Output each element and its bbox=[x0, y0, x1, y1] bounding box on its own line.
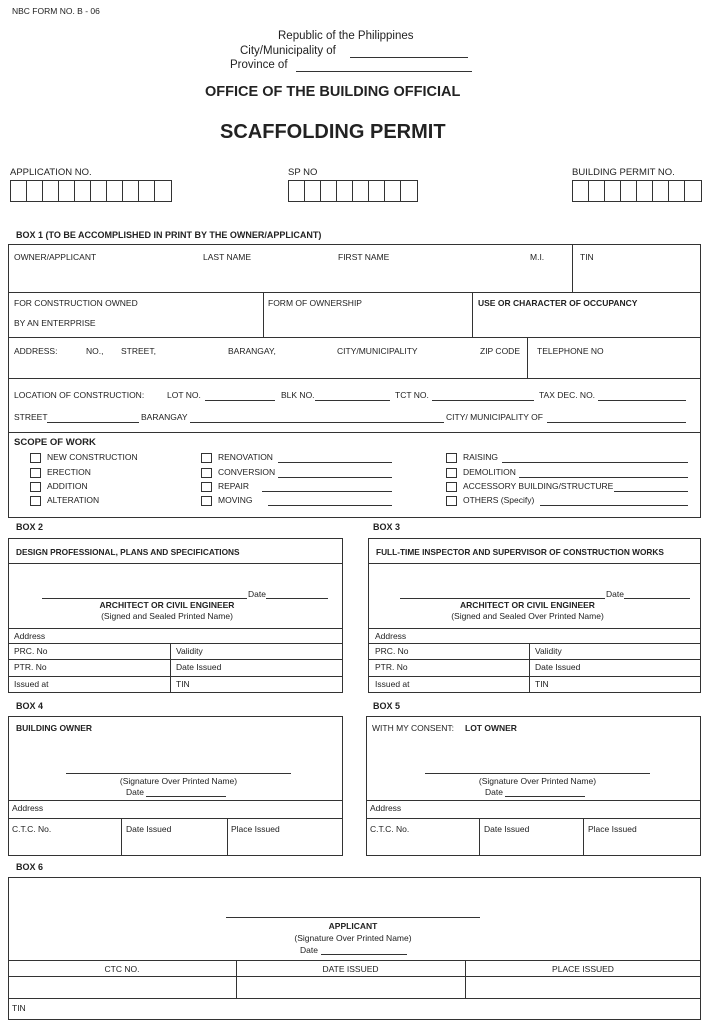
telephone-label: TELEPHONE NO bbox=[537, 346, 604, 356]
address-street-label: STREET, bbox=[121, 346, 156, 356]
box6-date-label: Date bbox=[300, 945, 318, 955]
republic-line: Republic of the Philippines bbox=[278, 30, 414, 42]
tax-dec-no-label: TAX DEC. NO. bbox=[539, 390, 596, 400]
owner-applicant-label: OWNER/APPLICANT bbox=[14, 252, 97, 262]
box3-date-field[interactable] bbox=[624, 598, 690, 599]
blk-no-label: BLK NO. bbox=[281, 390, 315, 400]
scope-addition[interactable]: ADDITION bbox=[30, 481, 88, 492]
box4-place-issued-label: Place Issued bbox=[231, 824, 280, 834]
box3-role: ARCHITECT OR CIVIL ENGINEER bbox=[460, 600, 595, 610]
box6-signature-line[interactable] bbox=[226, 917, 480, 918]
box2-date-issued-label: Date Issued bbox=[176, 662, 222, 672]
scope-raising[interactable]: RAISING bbox=[446, 452, 498, 463]
location-street-field[interactable] bbox=[47, 422, 139, 423]
last-name-label: LAST NAME bbox=[203, 252, 252, 262]
scope-conversion[interactable]: CONVERSION bbox=[201, 467, 275, 478]
box3-title: FULL-TIME INSPECTOR AND SUPERVISOR OF CONSTRUCTION WORKS bbox=[376, 547, 664, 557]
box4-address-label: Address bbox=[12, 803, 44, 813]
construction-owned-label: FOR CONSTRUCTION OWNED bbox=[14, 298, 138, 308]
box2-address-label: Address bbox=[14, 631, 46, 641]
address-no-label: NO., bbox=[86, 346, 104, 356]
box4 bbox=[8, 716, 343, 856]
box2-signature-line[interactable] bbox=[42, 598, 247, 599]
tax-dec-no-field[interactable] bbox=[598, 400, 686, 401]
box4-date-label: Date bbox=[126, 787, 144, 797]
mi-label: M.I. bbox=[530, 252, 545, 262]
box4-title: BUILDING OWNER bbox=[16, 723, 93, 733]
lot-no-label: LOT NO. bbox=[167, 390, 201, 400]
box3-signed-note: (Signed and Sealed Over Printed Name) bbox=[451, 611, 604, 621]
box6-tin-label: TIN bbox=[12, 1003, 26, 1013]
page-title: SCAFFOLDING PERMIT bbox=[220, 121, 446, 143]
form-number: NBC FORM NO. B - 06 bbox=[12, 6, 100, 16]
scope-accessory-building[interactable]: ACCESSORY BUILDING/STRUCTURE bbox=[446, 481, 613, 492]
address-label: ADDRESS: bbox=[14, 346, 58, 356]
box2-tin-label: TIN bbox=[176, 679, 190, 689]
sp-no-label: SP NO bbox=[288, 167, 318, 178]
scope-new-construction[interactable]: NEW CONSTRUCTION bbox=[30, 452, 138, 463]
scope-erection[interactable]: ERECTION bbox=[30, 467, 91, 478]
address-barangay-label: BARANGAY, bbox=[228, 346, 276, 356]
box4-signature-note: (Signature Over Printed Name) bbox=[119, 776, 238, 786]
box2-issued-at-label: Issued at bbox=[14, 679, 49, 689]
box3-issued-at-label: Issued at bbox=[375, 679, 410, 689]
box6-place-issued-label: PLACE ISSUED bbox=[552, 964, 614, 974]
building-permit-no-label: BUILDING PERMIT NO. bbox=[572, 167, 675, 178]
location-barangay-field[interactable] bbox=[190, 422, 444, 423]
box5-date-issued-label: Date Issued bbox=[484, 824, 530, 834]
box5-date-field[interactable] bbox=[505, 796, 585, 797]
box5-signature-note: (Signature Over Printed Name) bbox=[478, 776, 597, 786]
box4-signature-line[interactable] bbox=[66, 773, 291, 774]
box5-place-issued-label: Place Issued bbox=[588, 824, 637, 834]
by-enterprise-label: BY AN ENTERPRISE bbox=[14, 318, 96, 328]
scope-repair[interactable]: REPAIR bbox=[201, 481, 249, 492]
box3-label: BOX 3 bbox=[373, 522, 401, 532]
location-street-label: STREET bbox=[14, 412, 48, 422]
box3-validity-label: Validity bbox=[535, 646, 562, 656]
office-title: OFFICE OF THE BUILDING OFFICIAL bbox=[205, 84, 461, 100]
box2-date-field[interactable] bbox=[266, 598, 328, 599]
scope-others[interactable]: OTHERS (Specify) bbox=[446, 495, 534, 506]
box2-ptr-label: PTR. No bbox=[14, 662, 47, 672]
box2-validity-label: Validity bbox=[176, 646, 203, 656]
box2-signed-note: (Signed and Sealed Printed Name) bbox=[101, 611, 233, 621]
box3-tin-label: TIN bbox=[535, 679, 549, 689]
application-no-label: APPLICATION NO. bbox=[10, 167, 92, 178]
box1-title: BOX 1 (TO BE ACCOMPLISHED IN PRINT BY THE OWNER/APPLICANT) bbox=[16, 230, 322, 240]
box4-label: BOX 4 bbox=[16, 701, 44, 711]
blk-no-field[interactable] bbox=[315, 400, 390, 401]
box5-consent-label: WITH MY CONSENT: bbox=[372, 723, 455, 733]
box6-signature-note: (Signature Over Printed Name) bbox=[294, 933, 412, 943]
box2-date-label: Date bbox=[248, 589, 266, 599]
address-city-label: CITY/MUNICIPALITY bbox=[337, 346, 418, 356]
location-city-field[interactable] bbox=[547, 422, 686, 423]
form-of-ownership-label: FORM OF OWNERSHIP bbox=[268, 298, 362, 308]
box3-date-issued-label: Date Issued bbox=[535, 662, 581, 672]
box3-date-label: Date bbox=[606, 589, 624, 599]
box6-date-issued-label: DATE ISSUED bbox=[322, 964, 379, 974]
scope-alteration[interactable]: ALTERATION bbox=[30, 495, 99, 506]
box4-date-issued-label: Date Issued bbox=[126, 824, 172, 834]
box3-signature-line[interactable] bbox=[400, 598, 605, 599]
location-city-label: CITY/ MUNICIPALITY OF bbox=[446, 412, 543, 422]
use-character-label: USE OR CHARACTER OF OCCUPANCY bbox=[478, 298, 638, 308]
box2-title: DESIGN PROFESSIONAL, PLANS AND SPECIFICATIONS bbox=[16, 547, 240, 557]
sp-no-field[interactable] bbox=[288, 180, 418, 202]
scope-demolition[interactable]: DEMOLITION bbox=[446, 467, 516, 478]
province-field[interactable] bbox=[296, 71, 472, 72]
tin-label: TIN bbox=[580, 252, 594, 262]
scope-moving[interactable]: MOVING bbox=[201, 495, 252, 506]
box3-prc-label: PRC. No bbox=[375, 646, 409, 656]
box5-signature-line[interactable] bbox=[425, 773, 650, 774]
building-permit-no-field[interactable] bbox=[572, 180, 702, 202]
box6-applicant-label: APPLICANT bbox=[328, 921, 378, 931]
box3-ptr-label: PTR. No bbox=[375, 662, 408, 672]
box2-prc-label: PRC. No bbox=[14, 646, 48, 656]
tct-no-label: TCT NO. bbox=[395, 390, 429, 400]
location-barangay-label: BARANGAY bbox=[141, 412, 188, 422]
box4-date-field[interactable] bbox=[146, 796, 226, 797]
zip-code-label: ZIP CODE bbox=[480, 346, 520, 356]
box5-address-label: Address bbox=[370, 803, 402, 813]
box5-ctc-label: C.T.C. No. bbox=[370, 824, 410, 834]
box5 bbox=[366, 716, 701, 856]
scope-renovation[interactable]: RENOVATION bbox=[201, 452, 273, 463]
box5-date-label: Date bbox=[485, 787, 503, 797]
box5-lot-owner-label: LOT OWNER bbox=[465, 723, 517, 733]
box2-role: ARCHITECT OR CIVIL ENGINEER bbox=[99, 600, 235, 610]
box6-ctc-label: CTC NO. bbox=[104, 964, 140, 974]
application-no-field[interactable] bbox=[10, 180, 172, 202]
city-field[interactable] bbox=[350, 57, 468, 58]
lot-no-field[interactable] bbox=[205, 400, 275, 401]
box3-address-label: Address bbox=[375, 631, 407, 641]
box6-date-field[interactable] bbox=[321, 954, 407, 955]
box2-label: BOX 2 bbox=[16, 522, 44, 532]
province-line: Province of bbox=[230, 59, 288, 71]
box6-label: BOX 6 bbox=[16, 862, 44, 872]
tct-no-field[interactable] bbox=[432, 400, 534, 401]
city-line: City/Municipality of bbox=[240, 45, 336, 57]
box5-label: BOX 5 bbox=[373, 701, 401, 711]
first-name-label: FIRST NAME bbox=[338, 252, 390, 262]
scope-of-work-title: SCOPE OF WORK bbox=[14, 437, 96, 448]
box4-ctc-label: C.T.C. No. bbox=[12, 824, 52, 834]
location-label: LOCATION OF CONSTRUCTION: bbox=[14, 390, 145, 400]
